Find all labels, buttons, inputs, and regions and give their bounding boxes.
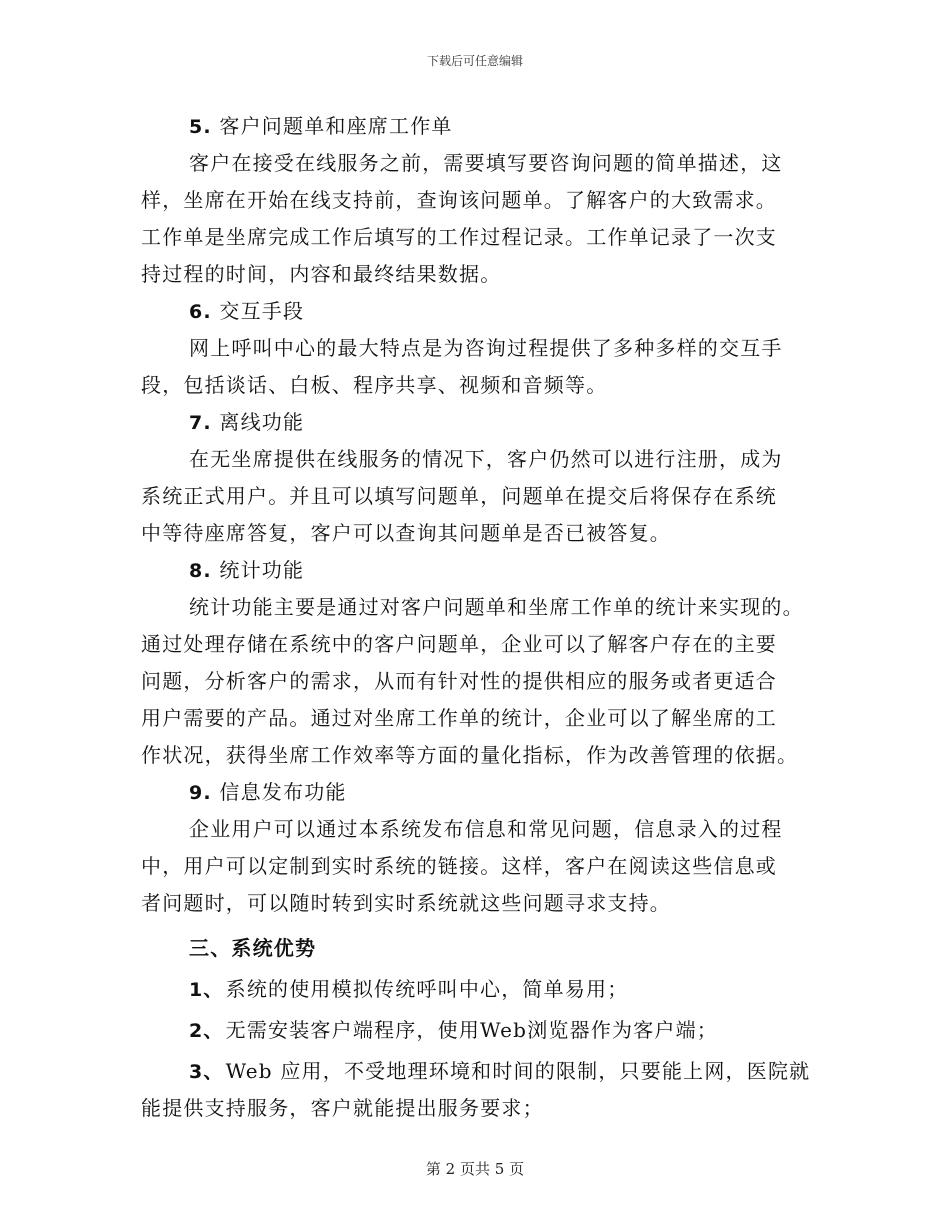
- paragraph-line: 中，用户可以定制到实时系统的链接。这样，客户在阅读这些信息或: [141, 854, 777, 878]
- section-9-heading: [141, 774, 811, 811]
- list-text: 系统的使用模拟传统呼叫中心，简单易用；: [225, 977, 629, 1001]
- list-text: Web 应用，不受地理环境和时间的限制，只要能上网，医院就: [225, 1059, 811, 1083]
- section-number: 6.: [189, 301, 212, 323]
- section-number: 8.: [189, 560, 212, 582]
- paragraph-line: 能提供支持服务，客户就能提出服务要求；: [141, 1096, 544, 1120]
- paragraph-line: 问题，分析客户的需求，从而有针对性的提供相应的服务或者更适合: [141, 669, 777, 693]
- paragraph-line: 段，包括谈话、白板、程序共享、视频和音频等。: [141, 373, 608, 397]
- section-8-heading: [141, 552, 811, 589]
- paragraph-line: 用户需要的产品。通过对坐席工作单的统计，企业可以了解坐席的工: [141, 706, 777, 730]
- paragraph-line: 在无坐席提供在线服务的情况下，客户仍然可以进行注册，成为: [189, 447, 783, 471]
- section-title: 统计功能: [219, 558, 305, 582]
- paragraph-line: 作状况，获得坐席工作效率等方面的量化指标，作为改善管理的依据。: [141, 743, 799, 767]
- section-number: 9.: [189, 782, 212, 804]
- section-title: 交互手段: [219, 299, 305, 323]
- section-heading: 三、系统优势: [189, 936, 317, 960]
- list-number: 1、: [189, 979, 224, 1001]
- section-number: 7.: [189, 412, 212, 434]
- section-title: 客户问题单和座席工作单: [219, 114, 453, 138]
- section-6-heading: [141, 293, 811, 330]
- section-title: 离线功能: [219, 410, 305, 434]
- list-number: 2、: [189, 1020, 224, 1042]
- paragraph-line: 者问题时，可以随时转到实时系统就这些问题寻求支持。: [141, 891, 671, 915]
- paragraph-line: 网上呼叫中心的最大特点是为咨询过程提供了多种多样的交互手: [189, 336, 783, 360]
- paragraph-line: 中等待座席答复，客户可以查询其问题单是否已被答复。: [141, 521, 671, 545]
- paragraph-line: 样，坐席在开始在线支持前，查询该问题单。了解客户的大致需求。: [141, 188, 777, 212]
- paragraph-line: 持过程的时间，内容和最终结果数据。: [141, 262, 502, 286]
- paragraph-line: 企业用户可以通过本系统发布信息和常见问题，信息录入的过程: [189, 817, 783, 841]
- list-item: [141, 1012, 811, 1049]
- list-item: [141, 971, 811, 1008]
- paragraph-line: 统计功能主要是通过对客户问题单和坐席工作单的统计来实现的。: [189, 595, 804, 619]
- paragraph-line: 通过处理存储在系统中的客户问题单，企业可以了解客户存在的主要: [141, 632, 777, 656]
- section-title: 信息发布功能: [219, 780, 347, 804]
- paragraph-line: 工作单是坐席完成工作后填写的工作过程记录。工作单记录了一次支: [141, 225, 777, 249]
- list-text: 无需安装客户端程序，使用Web浏览器作为客户端；: [225, 1018, 718, 1042]
- section-5-heading: [141, 108, 811, 145]
- section-7-heading: [141, 404, 811, 441]
- paragraph-line: 客户在接受在线服务之前，需要填写要咨询问题的简单描述，这: [189, 151, 783, 175]
- paragraph-line: 系统正式用户。并且可以填写问题单，问题单在提交后将保存在系统: [141, 484, 777, 508]
- page-footer: 第 2 页共 5 页: [425, 1160, 525, 1178]
- document-body: [141, 108, 811, 1127]
- section-number: 5.: [189, 116, 212, 138]
- list-item: [141, 1053, 811, 1090]
- list-number: 3、: [189, 1061, 224, 1083]
- page-header: 下载后可任意编辑: [426, 54, 523, 68]
